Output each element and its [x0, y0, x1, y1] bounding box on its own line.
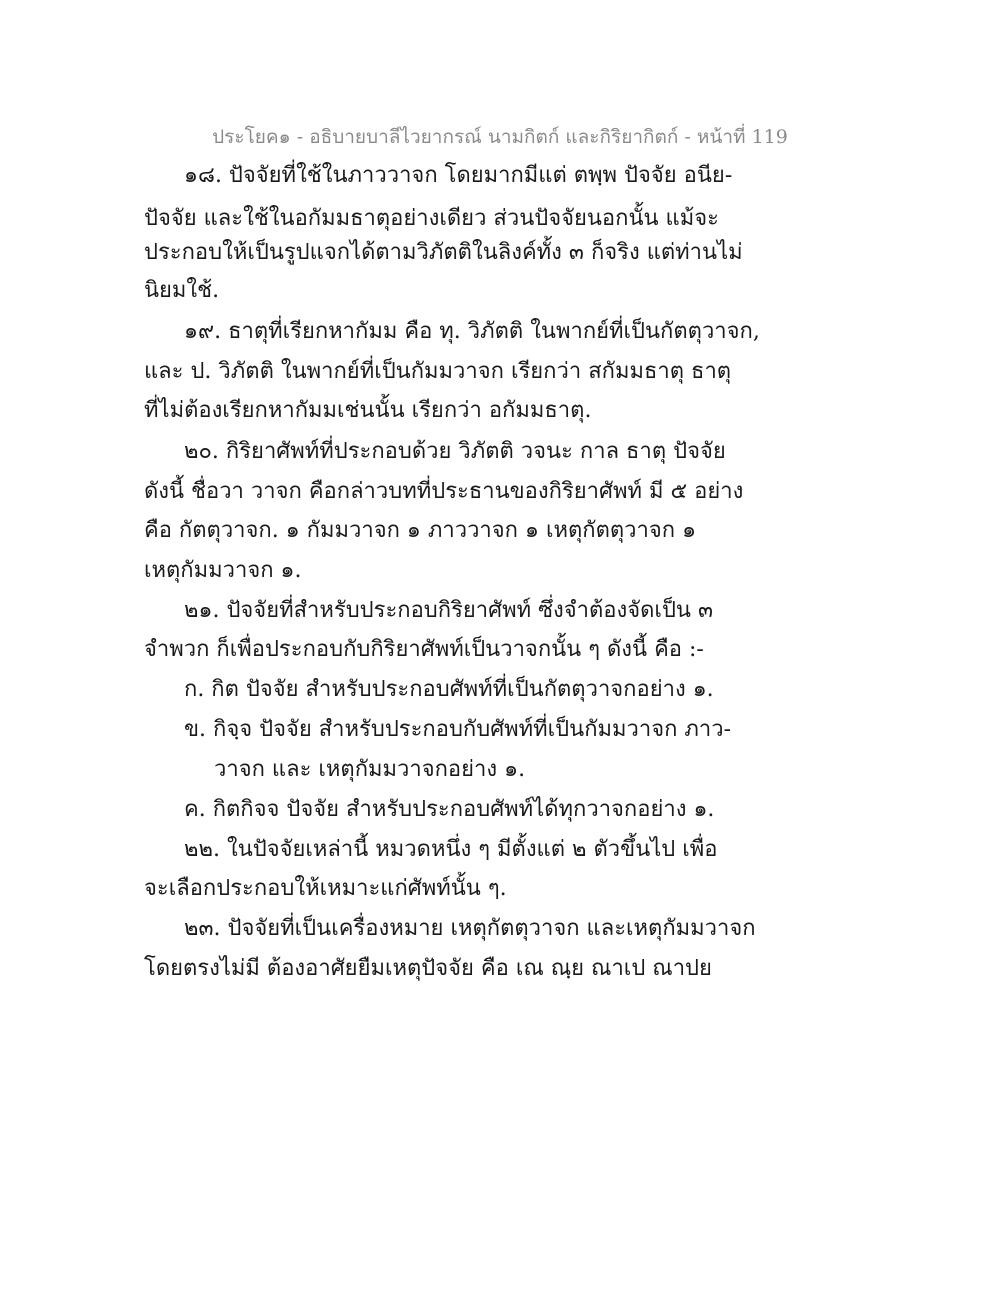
list-item-kha-line-1: ข. กิจฺจ ปัจจัย สำหรับประกอบกับศัพท์ที่เป็นกัมมวาจก ภาว-: [184, 717, 732, 742]
paragraph-23-line-2: โดยตรงไม่มี ต้องอาศัยยืมเหตุปัจจัย คือ เณ ณฺย ณาเป ณาปย: [144, 956, 712, 981]
paragraph-20-line-1: ๒๐. กิริยาศัพท์ที่ประกอบด้วย วิภัตติ วจนะ กาล ธาตุ ปัจจัย: [184, 439, 726, 464]
paragraph-21-line-2: จำพวก ก็เพื่อประกอบกับกิริยาศัพท์เป็นวาจกนั้น ๆ ดังนี้ คือ :-: [144, 637, 704, 662]
paragraph-20-line-3: คือ กัตตุวาจก. ๑ กัมมวาจก ๑ ภาววาจก ๑ เหตุกัตตุวาจก ๑: [144, 518, 697, 543]
list-item-kho: ค. กิตกิจจ ปัจจัย สำหรับประกอบศัพท์ได้ทุกวาจกอย่าง ๑.: [184, 797, 715, 822]
paragraph-22-line-1: ๒๒. ในปัจจัยเหล่านี้ หมวดหนึ่ง ๆ มีตั้งแต่ ๒ ตัวขึ้นไป เพื่อ: [184, 837, 718, 862]
paragraph-19-line-2: และ ป. วิภัตติ ในพากย์ที่เป็นกัมมวาจก เรียกว่า สกัมมธาตุ ธาตุ: [144, 359, 732, 384]
paragraph-19-line-3: ที่ไม่ต้องเรียกหากัมมเช่นนั้น เรียกว่า อกัมมธาตุ.: [144, 398, 592, 423]
paragraph-20-line-2: ดังนี้ ชื่อวา วาจก คือกล่าวบทที่ประธานของกิริยาศัพท์ มี ๕ อย่าง: [144, 479, 744, 504]
paragraph-18-line-3: ประกอบให้เป็นรูปแจกได้ตามวิภัตติในลิงค์ทั้ง ๓ ก็จริง แต่ท่านไม่: [144, 240, 743, 265]
paragraph-18-line-4: นิยมใช้.: [144, 278, 220, 303]
paragraph-18-line-1: ๑๘. ปัจจัยที่ใช้ในภาววาจก โดยมากมีแต่ ตพฺพ ปัจจัย อนีย-: [184, 163, 733, 188]
running-header: ประโยค๑ - อธิบายบาลีไวยากรณ์ นามกิตก์ และกิริยากิตก์ - หน้าที่ 119: [212, 126, 788, 148]
list-item-ka: ก. กิต ปัจจัย สำหรับประกอบศัพท์ที่เป็นกัตตุวาจกอย่าง ๑.: [184, 677, 714, 702]
paragraph-19-line-1: ๑๙. ธาตุที่เรียกหากัมม คือ ทุ. วิภัตติ ในพากย์ที่เป็นกัตตุวาจก,: [184, 319, 760, 344]
paragraph-20-line-4: เหตุกัมมวาจก ๑.: [144, 558, 302, 583]
paragraph-23-line-1: ๒๓. ปัจจัยที่เป็นเครื่องหมาย เหตุกัตตุวาจก และเหตุกัมมวาจก: [184, 916, 756, 941]
paragraph-22-line-2: จะเลือกประกอบให้เหมาะแก่ศัพท์นั้น ๆ.: [144, 876, 507, 901]
list-item-kha-line-2: วาจก และ เหตุกัมมวาจกอย่าง ๑.: [214, 757, 526, 782]
paragraph-21-line-1: ๒๑. ปัจจัยที่สำหรับประกอบกิริยาศัพท์ ซึ่งจำต้องจัดเป็น ๓: [184, 598, 713, 623]
paragraph-18-line-2: ปัจจัย และใช้ในอกัมมธาตุอย่างเดียว ส่วนปัจจัยนอกนั้น แม้จะ: [144, 206, 719, 231]
